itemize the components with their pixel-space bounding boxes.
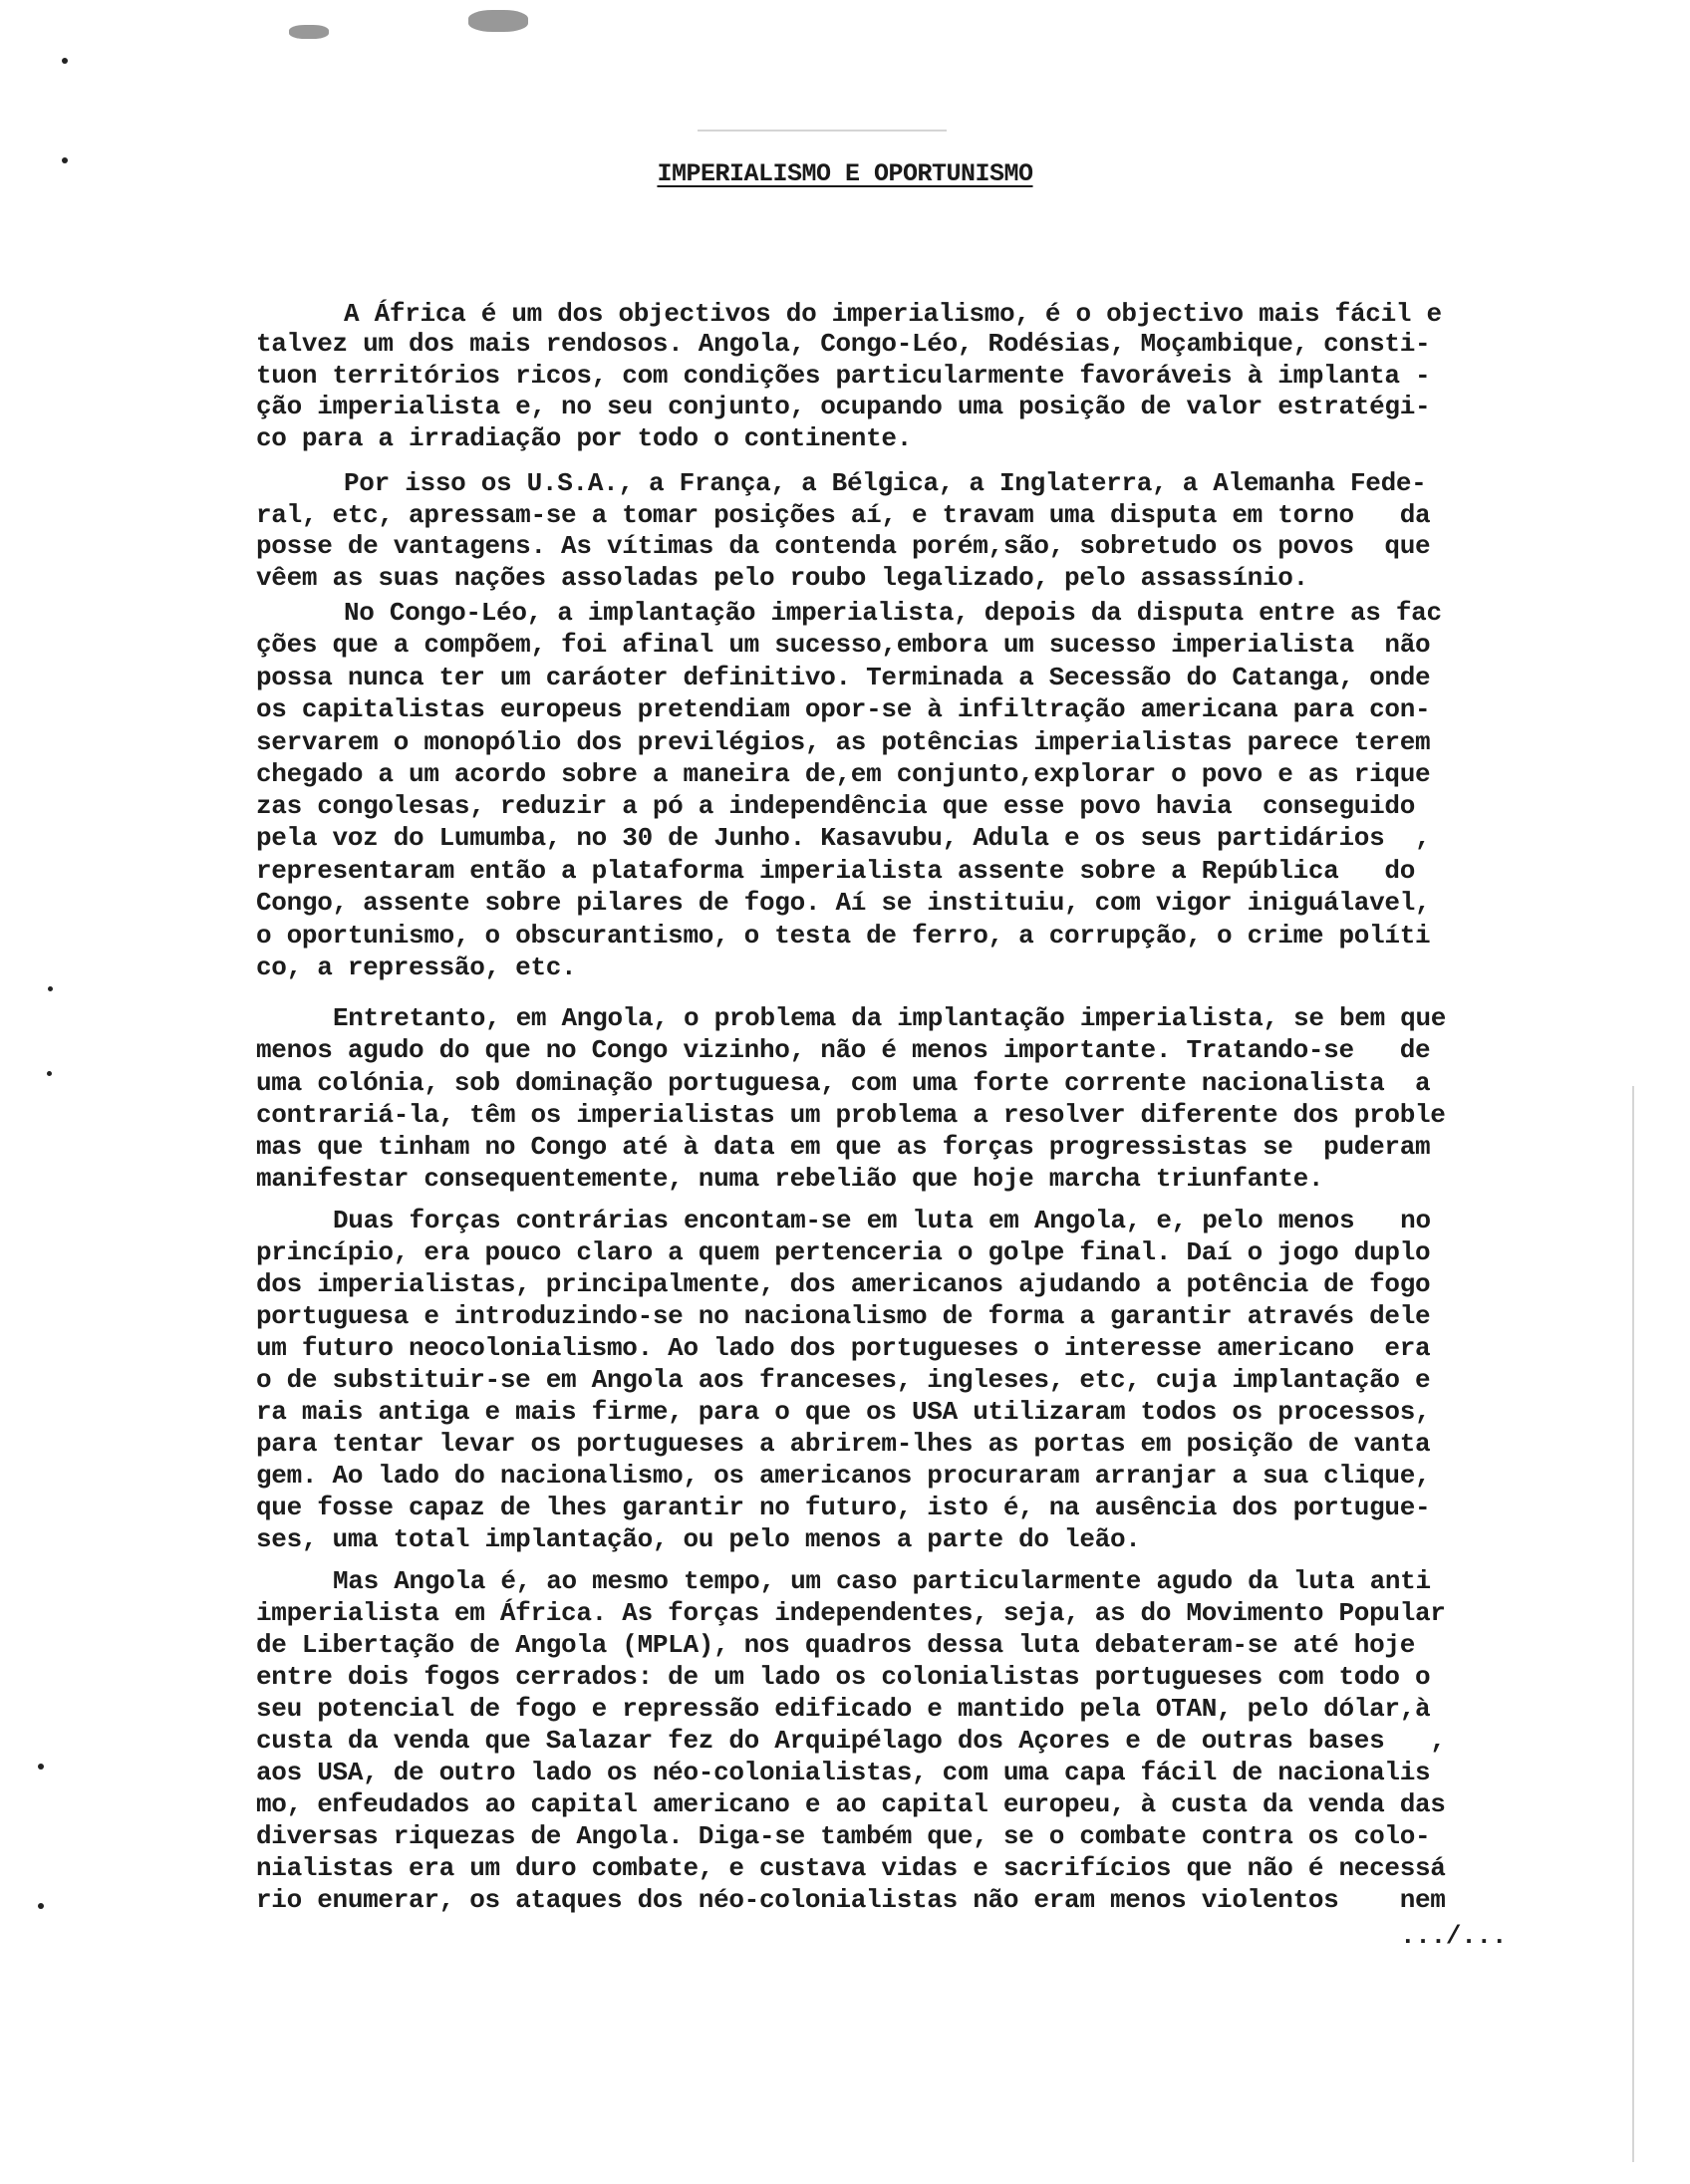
text-line: para tentar levar os portugueses a abrirem-lhes as portas em posição de vanta — [256, 1429, 1431, 1459]
text-line: zas congolesas, reduzir a pó a independência que esse povo havia conseguido — [256, 791, 1415, 821]
scan-speck — [47, 1071, 52, 1076]
scan-smudge — [289, 25, 329, 39]
text-line: tuon territórios ricos, com condições particularmente favoráveis à implanta - — [256, 361, 1431, 391]
text-line: imperialista em África. As forças independentes, seja, as do Movimento Popular — [256, 1598, 1446, 1628]
text-line: Entretanto, em Angola, o problema da implantação imperialista, se bem que — [333, 1003, 1447, 1033]
text-line: aos USA, de outro lado os néo-colonialistas, com uma capa fácil de nacionalis — [256, 1758, 1431, 1787]
text-line: pela voz do Lumumba, no 30 de Junho. Kasavubu, Adula e os seus partidários , — [256, 823, 1431, 853]
text-line: portuguesa e introduzindo-se no nacionalismo de forma a garantir através dele — [256, 1301, 1431, 1331]
text-line: rio enumerar, os ataques dos néo-colonialistas não eram menos violentos nem — [256, 1885, 1446, 1915]
text-line: No Congo-Léo, a implantação imperialista, depois da disputa entre as fac — [344, 598, 1442, 628]
text-line: gem. Ao lado do nacionalismo, os americanos procuraram arranjar a sua clique, — [256, 1461, 1431, 1491]
text-line: posse de vantagens. As vítimas da contenda porém,são, sobretudo os povos que — [256, 531, 1431, 561]
text-line: Congo, assente sobre pilares de fogo. Aí se instituiu, com vigor iniguálavel, — [256, 888, 1431, 918]
text-line: menos agudo do que no Congo vizinho, não é menos importante. Tratando-se de — [256, 1035, 1431, 1065]
text-line: co, a repressão, etc. — [256, 953, 577, 982]
text-line: seu potencial de fogo e repressão edificado e mantido pela OTAN, pelo dólar,à — [256, 1694, 1431, 1724]
scan-speck — [62, 58, 68, 64]
text-line: A África é um dos objectivos do imperialismo, é o objectivo mais fácil e — [344, 299, 1442, 329]
text-line: custa da venda que Salazar fez do Arquipélago dos Açores e de outras bases , — [256, 1726, 1446, 1756]
text-line: ses, uma total implantação, ou pelo menos a parte do leão. — [256, 1524, 1141, 1554]
text-line: co para a irradiação por todo o continente. — [256, 423, 913, 453]
text-line: os capitalistas europeus pretendiam opor-se à infiltração americana para con- — [256, 694, 1431, 724]
scan-smudge — [468, 10, 528, 32]
text-line: Duas forças contrárias encontam-se em luta em Angola, e, pelo menos no — [333, 1206, 1431, 1235]
text-line: nialistas era um duro combate, e custava vidas e sacrifícios que não é necessá — [256, 1853, 1446, 1883]
text-line: representaram então a plataforma imperialista assente sobre a República do — [256, 856, 1415, 886]
text-line: mo, enfeudados ao capital americano e ao capital europeu, à custa da venda das — [256, 1789, 1446, 1819]
text-line: Mas Angola é, ao mesmo tempo, um caso particularmente agudo da luta anti — [333, 1566, 1431, 1596]
text-line: uma colónia, sob dominação portuguesa, com uma forte corrente nacionalista a — [256, 1068, 1431, 1098]
text-line: que fosse capaz de lhes garantir no futuro, isto é, na ausência dos portugue- — [256, 1493, 1431, 1522]
text-line: mas que tinham no Congo até à data em que as forças progressistas se puderam — [256, 1132, 1431, 1162]
text-line: ção imperialista e, no seu conjunto, ocupando uma posição de valor estratégi- — [256, 392, 1431, 421]
scan-rule — [1632, 1086, 1634, 2162]
text-line: dos imperialistas, principalmente, dos americanos ajudando a potência de fogo — [256, 1269, 1431, 1299]
text-line: o oportunismo, o obscurantismo, o testa de ferro, a corrupção, o crime políti — [256, 921, 1431, 951]
text-line: ra mais antiga e mais firme, para o que os USA utilizaram todos os processos, — [256, 1397, 1431, 1427]
text-line: talvez um dos mais rendosos. Angola, Congo-Léo, Rodésias, Moçambique, consti- — [256, 329, 1431, 359]
scan-speck — [48, 986, 53, 991]
text-line: de Libertação de Angola (MPLA), nos quadros dessa luta debateram-se até hoje — [256, 1630, 1415, 1660]
text-line: vêem as suas nações assoladas pelo roubo legalizado, pelo assassínio. — [256, 563, 1308, 593]
text-line: chegado a um acordo sobre a maneira de,em conjunto,explorar o povo e as rique — [256, 759, 1431, 789]
document-title: IMPERIALISMO E OPORTUNISMO — [657, 159, 1033, 188]
scan-dash — [698, 130, 947, 132]
page-continuation-marker: .../... — [1400, 1921, 1508, 1951]
text-line: Por isso os U.S.A., a França, a Bélgica, a Inglaterra, a Alemanha Fede- — [344, 468, 1427, 498]
text-line: princípio, era pouco claro a quem pertenceria o golpe final. Daí o jogo duplo — [256, 1237, 1431, 1267]
text-line: manifestar consequentemente, numa rebelião que hoje marcha triunfante. — [256, 1164, 1324, 1194]
text-line: ções que a compõem, foi afinal um sucesso,embora um sucesso imperialista não — [256, 630, 1431, 660]
text-line: entre dois fogos cerrados: de um lado os colonialistas portugueses com todo o — [256, 1662, 1431, 1692]
text-line: o de substituir-se em Angola aos franceses, ingleses, etc, cuja implantação e — [256, 1365, 1431, 1395]
text-line: contrariá-la, têm os imperialistas um problema a resolver diferente dos proble — [256, 1100, 1446, 1130]
text-line: ral, etc, apressam-se a tomar posições aí, e travam uma disputa em torno da — [256, 500, 1431, 530]
text-line: diversas riquezas de Angola. Diga-se também que, se o combate contra os colo- — [256, 1821, 1431, 1851]
text-line: possa nunca ter um caráoter definitivo. Terminada a Secessão do Catanga, onde — [256, 663, 1431, 692]
text-line: servarem o monopólio dos previlégios, as potências imperialistas parece terem — [256, 727, 1431, 757]
text-line: um futuro neocolonialismo. Ao lado dos portugueses o interesse americano era — [256, 1333, 1431, 1363]
scan-speck — [38, 1903, 44, 1909]
scan-speck — [38, 1764, 44, 1770]
